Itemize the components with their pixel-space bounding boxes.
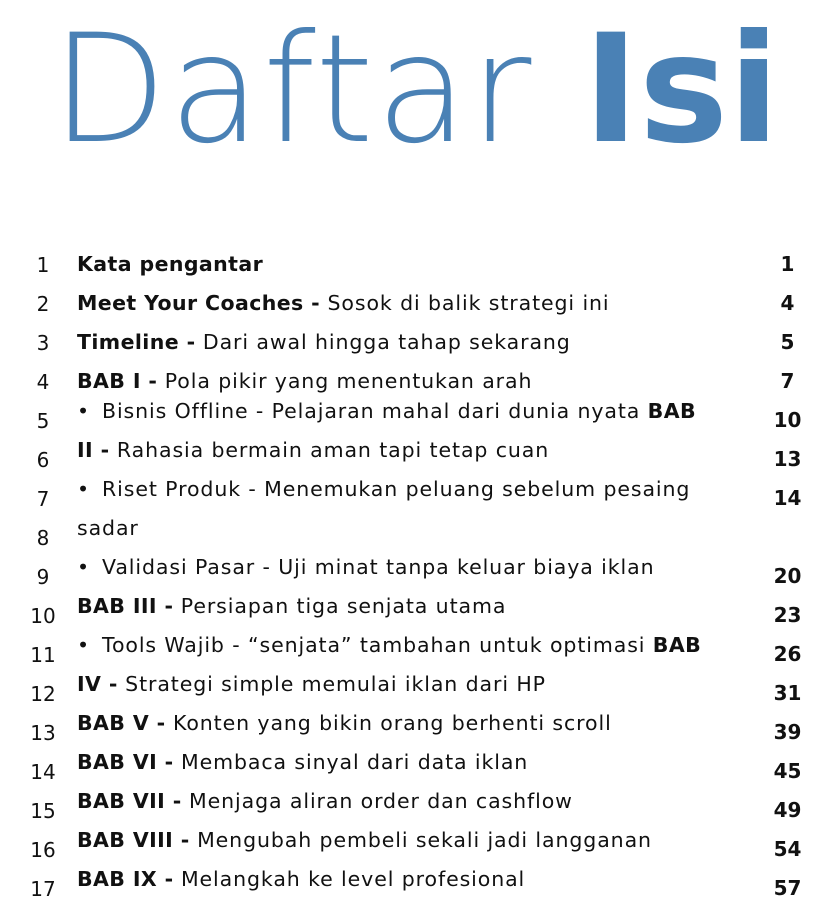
title-isi: Isi <box>583 3 780 177</box>
page-number: 54 <box>773 837 802 861</box>
toc-line: BAB V - Konten yang bikin orang berhenti scroll <box>77 711 612 735</box>
line-number: 12 <box>30 682 56 706</box>
toc-line: II - Rahasia bermain aman tapi tetap cuan <box>77 438 550 462</box>
toc-line: BAB VII - Menjaga aliran order dan cashflow <box>77 789 573 813</box>
page-number: 13 <box>773 447 802 471</box>
page-number: 5 <box>780 330 795 354</box>
page-number: 57 <box>773 876 802 900</box>
page-number: 14 <box>773 486 802 510</box>
line-number: 14 <box>30 760 56 784</box>
bullet-icon: • <box>77 399 90 423</box>
page-number: 31 <box>773 681 802 705</box>
toc-line: BAB III - Persiapan tiga senjata utama <box>77 594 507 618</box>
toc-line: • Validasi Pasar - Uji minat tanpa keluar biaya iklan <box>77 555 655 579</box>
toc-line: • Riset Produk - Menemukan peluang sebelum pesaing <box>77 477 691 501</box>
bullet-icon: • <box>77 477 90 501</box>
toc-line: BAB I - Pola pikir yang menentukan arah <box>77 369 533 393</box>
page-number: 45 <box>773 759 802 783</box>
toc-line: BAB IX - Melangkah ke level profesional <box>77 867 526 891</box>
toc-line: BAB VIII - Mengubah pembeli sekali jadi langganan <box>77 828 652 852</box>
page-number: 1 <box>780 252 795 276</box>
line-number: 3 <box>36 331 50 355</box>
toc-line: • Bisnis Offline - Pelajaran mahal dari dunia nyata BAB <box>77 399 696 423</box>
page-number: 10 <box>773 408 802 432</box>
line-number: 7 <box>36 487 50 511</box>
toc-line: • Tools Wajib - “senjata” tambahan untuk optimasi BAB <box>77 633 702 657</box>
line-number: 13 <box>30 721 56 745</box>
toc-line: Meet Your Coaches - Sosok di balik strategi ini <box>77 291 610 315</box>
page-number: 20 <box>773 564 802 588</box>
toc-line: Timeline - Dari awal hingga tahap sekarang <box>77 330 571 354</box>
line-number: 5 <box>36 409 50 433</box>
bullet-icon: • <box>77 555 90 579</box>
line-number: 6 <box>36 448 50 472</box>
page-number: 39 <box>773 720 802 744</box>
line-number: 15 <box>30 799 56 823</box>
toc-line: BAB VI - Membaca sinyal dari data iklan <box>77 750 529 774</box>
page-number: 49 <box>773 798 802 822</box>
line-number: 17 <box>30 877 56 901</box>
bullet-icon: • <box>77 633 90 657</box>
page-number: 23 <box>773 603 802 627</box>
line-number: 2 <box>36 292 50 316</box>
toc-line: Kata pengantar <box>77 252 264 276</box>
line-number: 11 <box>30 643 56 667</box>
line-number: 8 <box>36 526 50 550</box>
page-number: 26 <box>773 642 802 666</box>
line-number: 9 <box>36 565 50 589</box>
page-number: 7 <box>780 369 795 393</box>
line-number: 10 <box>30 604 56 628</box>
toc-line: sadar <box>77 516 139 540</box>
line-number: 4 <box>36 370 50 394</box>
page-number: 4 <box>780 291 795 315</box>
line-number: 16 <box>30 838 56 862</box>
title-daftar: Daftar <box>51 3 584 177</box>
toc-line: IV - Strategi simple memulai iklan dari HP <box>77 672 546 696</box>
line-number: 1 <box>36 253 50 277</box>
